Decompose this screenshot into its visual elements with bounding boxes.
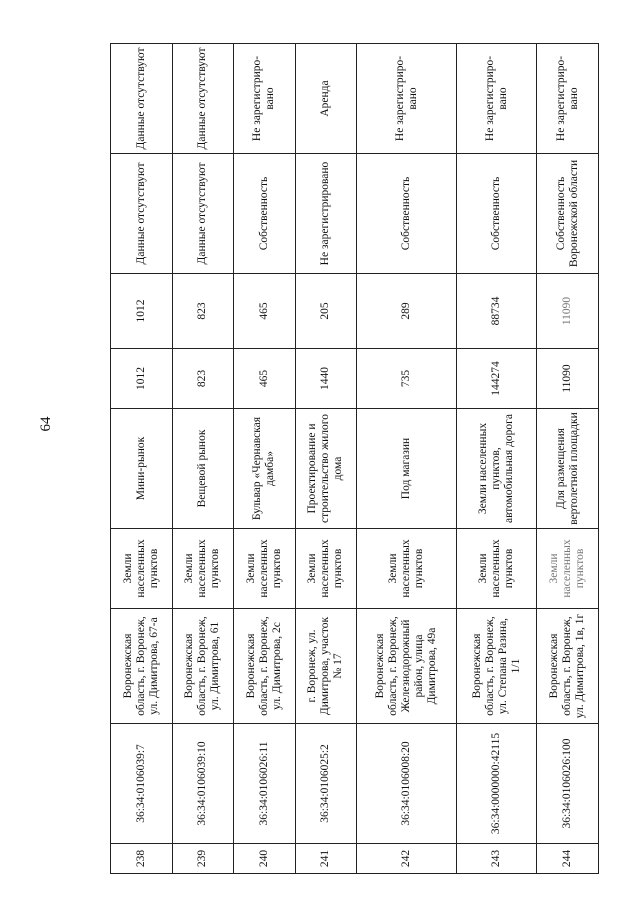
area-secondary: 823 — [172, 274, 234, 349]
row-number: 240 — [234, 844, 296, 874]
table-row — [537, 44, 599, 874]
address: Воронежская область, г. Воронеж, ул. Димитрова, 67-а — [111, 609, 173, 724]
table-row — [295, 44, 357, 874]
cadastral-number: 36:34:0106025:2 — [295, 724, 357, 844]
permitted-use: Под магазин — [357, 409, 457, 529]
cadastral-number: 36:34:0106026:11 — [234, 724, 296, 844]
land-category: Земли населенных пунктов — [537, 529, 599, 609]
right-type: Данные отсутствуют — [172, 154, 234, 274]
cadastral-number: 36:34:0000000:42115 — [456, 724, 537, 844]
table-row — [357, 44, 457, 874]
encumbrance: Аренда — [295, 44, 357, 154]
address: Воронежская область, г. Воронеж, ул. Димитрова, 1в, 1г — [537, 609, 599, 724]
address: Воронежская область, г. Воронеж, ул. Димитрова, 2с — [234, 609, 296, 724]
row-number: 242 — [357, 844, 457, 874]
row-number: 244 — [537, 844, 599, 874]
area: 144274 — [456, 349, 537, 409]
area: 735 — [357, 349, 457, 409]
land-category: Земли населенных пунктов — [295, 529, 357, 609]
address: Воронежская область, г. Воронеж, Железнодорожный район, улица Димитрова, 49а — [357, 609, 457, 724]
table-row — [234, 44, 296, 874]
permitted-use: Для размещения вертолетной площадки — [537, 409, 599, 529]
page-number: 64 — [38, 416, 54, 432]
row-number: 239 — [172, 844, 234, 874]
area: 823 — [172, 349, 234, 409]
area-secondary: 205 — [295, 274, 357, 349]
land-category: Земли населенных пунктов — [456, 529, 537, 609]
encumbrance: Данные отсутствуют — [111, 44, 173, 154]
address: Воронежская область, г. Воронеж, ул. Степана Разина, 1/1 — [456, 609, 537, 724]
area-secondary: 289 — [357, 274, 457, 349]
right-type: Не зарегистрировано — [295, 154, 357, 274]
encumbrance: Не зарегистриро-вано — [234, 44, 296, 154]
encumbrance: Не зарегистриро-вано — [537, 44, 599, 154]
encumbrance: Данные отсутствуют — [172, 44, 234, 154]
cadastral-number: 36:34:0106039:7 — [111, 724, 173, 844]
row-number: 238 — [111, 844, 173, 874]
land-category: Земли населенных пунктов — [234, 529, 296, 609]
row-number: 241 — [295, 844, 357, 874]
right-type: Собственность — [234, 154, 296, 274]
area-secondary: 465 — [234, 274, 296, 349]
cadastral-number: 36:34:0106039:10 — [172, 724, 234, 844]
encumbrance: Не зарегистриро-вано — [456, 44, 537, 154]
right-type: Собственность — [357, 154, 457, 274]
encumbrance: Не зарегистриро-вано — [357, 44, 457, 154]
land-category: Земли населенных пунктов — [357, 529, 457, 609]
table-row — [456, 44, 537, 874]
table-row — [111, 44, 173, 874]
cadastral-number: 36:34:0106008:20 — [357, 724, 457, 844]
land-category: Земли населенных пунктов — [172, 529, 234, 609]
right-type: Собственность — [456, 154, 537, 274]
area: 11090 — [537, 349, 599, 409]
permitted-use: Бульвар «Чернавская дамба» — [234, 409, 296, 529]
area: 1440 — [295, 349, 357, 409]
registry-table-wrapper — [110, 44, 599, 874]
right-type: Данные отсутствуют — [111, 154, 173, 274]
cadastral-number: 36:34:0106026:100 — [537, 724, 599, 844]
address: Воронежская область, г. Воронеж, ул. Димитрова, 61 — [172, 609, 234, 724]
area-secondary: 1012 — [111, 274, 173, 349]
table-row — [172, 44, 234, 874]
right-type: Собственность Воронежской области — [537, 154, 599, 274]
permitted-use: Земли населенных пунктов, автомобильная дорога — [456, 409, 537, 529]
permitted-use: Вещевой рынок — [172, 409, 234, 529]
permitted-use: Мини-рынок — [111, 409, 173, 529]
permitted-use: Проектирование и строительство жилого дома — [295, 409, 357, 529]
row-number: 243 — [456, 844, 537, 874]
area: 465 — [234, 349, 296, 409]
area-secondary: 11090 — [537, 274, 599, 349]
area-secondary: 88734 — [456, 274, 537, 349]
address: г. Воронеж, ул. Димитрова, участок № 17 — [295, 609, 357, 724]
land-category: Земли населенных пунктов — [111, 529, 173, 609]
area: 1012 — [111, 349, 173, 409]
land-registry-table — [110, 43, 599, 874]
